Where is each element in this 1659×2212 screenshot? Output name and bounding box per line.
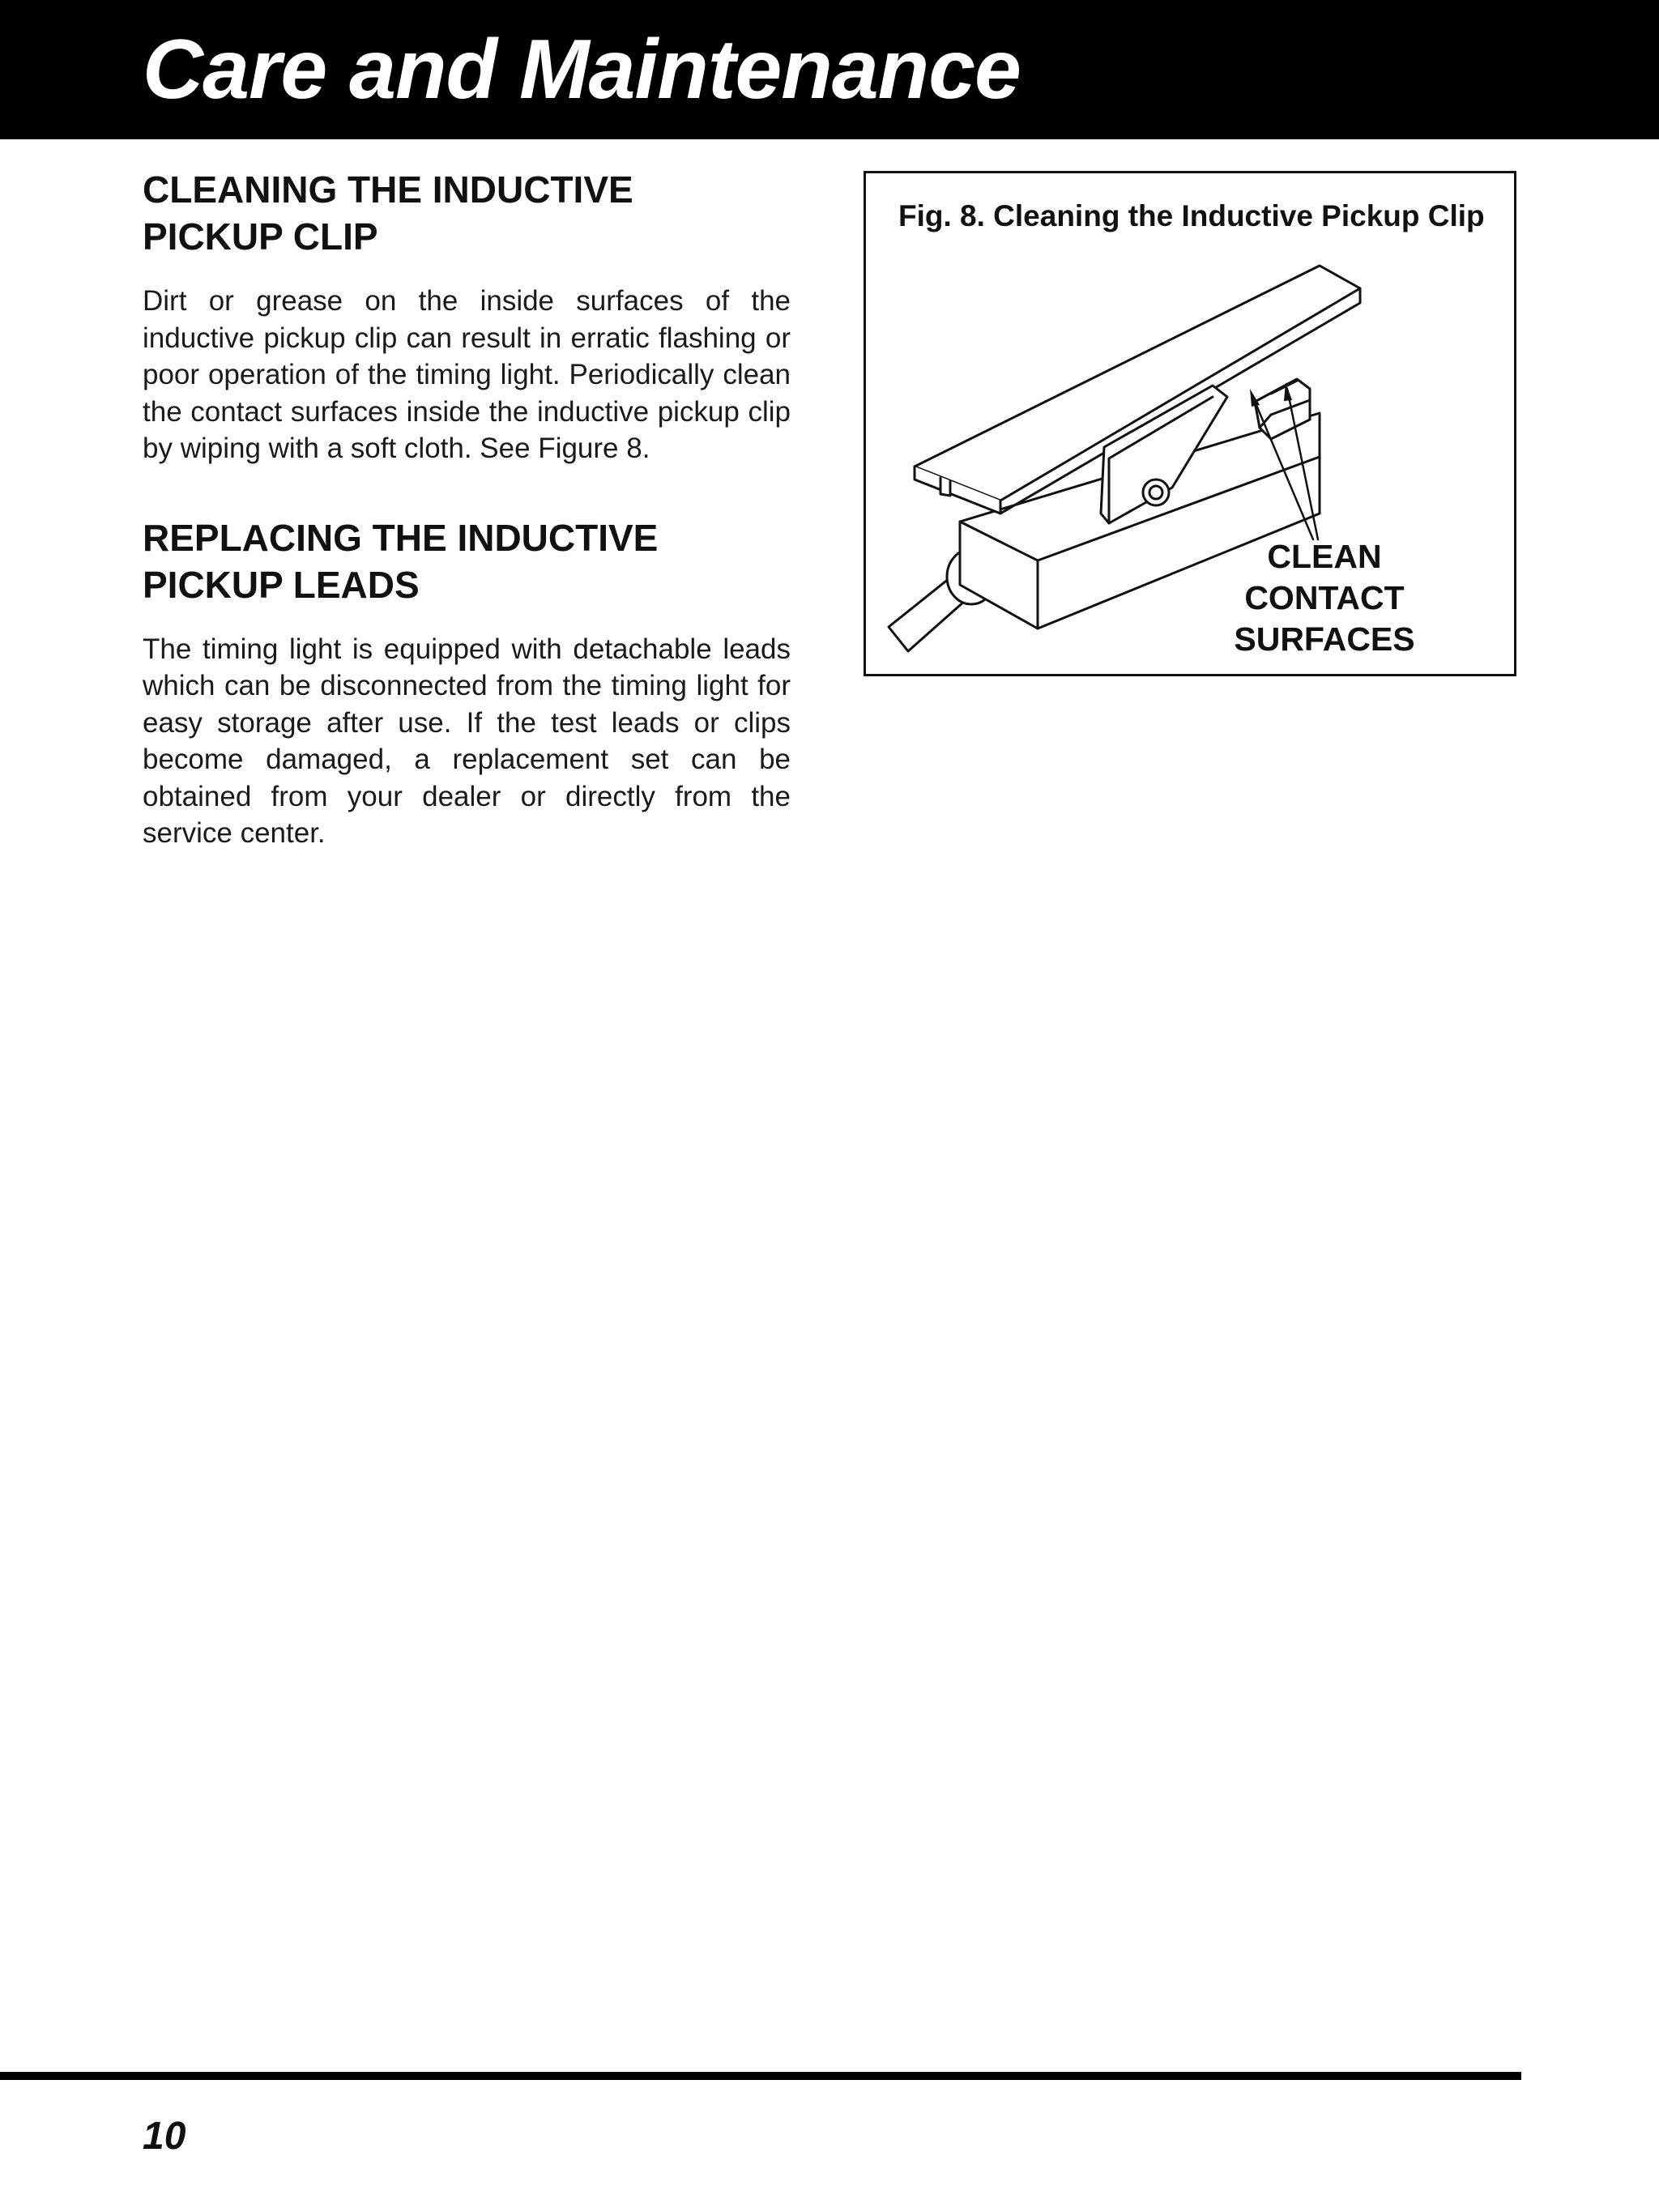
section-body-replacing: The timing light is equipped with detachable leads which can be disconnected from the timing light for easy storage after use. If the test leads or clips become damaged, a replacement set can be obtained from your dealer or directly from the service center. [143, 633, 791, 849]
callout-label [1187, 536, 1462, 660]
callout-line-1: CLEAN [1267, 538, 1382, 575]
text-column [143, 166, 791, 852]
callout-line-3: SURFACES [1234, 620, 1415, 658]
header-bar [0, 0, 1659, 139]
page-title: Care and Maintenance [143, 23, 1021, 117]
section-heading-replacing: REPLACING THE INDUCTIVE PICKUP LEADS [143, 516, 659, 606]
figure-caption: Fig. 8. Cleaning the Inductive Pickup Clip [898, 199, 1485, 232]
page-number: 10 [143, 2115, 186, 2158]
section-heading-cleaning: CLEANING THE INDUCTIVE PICKUP CLIP [143, 168, 633, 258]
arrow-head-left [1250, 389, 1260, 407]
figure-8 [864, 171, 1516, 676]
callout-line-2: CONTACT [1244, 579, 1405, 616]
footer-rule [0, 2072, 1521, 2080]
section-body-cleaning: Dirt or grease on the inside surfaces of the inductive pickup clip can result in erratic flashing or poor operation of the timing light. Periodically clean the contact surfaces inside the inductive pickup clip by wiping with a soft cloth. See Figure 8. [143, 285, 791, 464]
